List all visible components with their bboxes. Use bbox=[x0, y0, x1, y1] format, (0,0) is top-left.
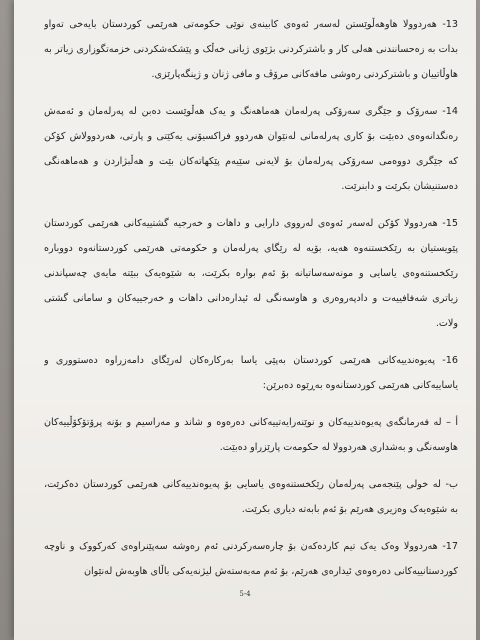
paragraph bbox=[44, 472, 458, 522]
text-line: کوردستانییەکانی دەرەوەی ئیدارەی هەرێم، بۆ ئەم مەبەستەش لیژنەیەکی باڵای هاوبەش لەنێوان bbox=[83, 566, 458, 577]
text-line: هاوسەنگی و بەشداری هەردوولا لە حکومەت پارێزراو دەبێت. bbox=[219, 442, 458, 453]
paragraph bbox=[44, 12, 458, 87]
text-line: زیاتری شەفافییەت و دادپەروەری و هاوسەنگی لە ئیدارەدانی داهات و خەرجییەکان و سامانی گشتی bbox=[44, 293, 458, 304]
text-line: بدات بە زەحسانندنی هەلی کار و باشترکردنی بژێوی ژیانی خەڵک و پێشکەشکردنی خزمەتگوزاری زیاتر بە bbox=[44, 44, 458, 55]
paragraph bbox=[44, 410, 458, 460]
text-line: پێویستیان بە رێکخستنەوە هەیە، بۆیە لە رێگای پەرلەمان و حکومەتی هەرێمی کوردستانەوە دووبارە bbox=[44, 243, 458, 254]
text-line: أ – لە فەرمانگەی پەیوەندییەکان و نوێنەرایەتییەکانی دەرەوە و شاند و مەراسیم و بۆنە پرۆتۆکۆڵییەکان bbox=[44, 417, 458, 428]
text-line: بە شێوەیەک وەزیری هەرێم بۆ ئەم بابەتە دیاری بکرێت. bbox=[241, 504, 458, 515]
text-line: ولات. bbox=[435, 318, 458, 329]
text-line: 14- سەرۆک و جێگری سەرۆکی پەرلەمان هەماهەنگ و یەک هەڵوێست دەبن لە پەرلەمان و ئەمەش bbox=[44, 106, 458, 117]
text-line: 17- هەردوولا وەک یەک تیم کاردەکەن بۆ چارەسەرکردنی ئەم رەوشە سەپێنراوەی کەرکووک و ناوچە bbox=[44, 541, 458, 552]
text-line: 15- هەردوولا کۆکن لەسەر ئەوەی لەرووی دارایی و داهات و خەرجیە گشتییەکانی هەرێمی کوردستان bbox=[44, 218, 458, 229]
text-line: یاساییەکانی هەرێمی کوردستانەوە بەڕێوە دەبرێن: bbox=[262, 380, 458, 391]
text-line: رێکخستنەوەی یاسایی و مونەسەساتیانە بۆ ئەم بوارە بکرێت، بە شێوەیەک ببێتە مایەی چەسپاندنی bbox=[44, 268, 458, 279]
page-number: 5-4 bbox=[239, 590, 251, 598]
paragraph bbox=[44, 211, 458, 336]
text-line: رەنگدانەوەی دەبێت بۆ کاری پەرلەمانی لەنێوان هەردوو فراکسیۆنی یەکێتی و پارتی، هەردوولاش کۆکن bbox=[44, 131, 458, 142]
paragraph bbox=[44, 348, 458, 398]
paper-sheet bbox=[14, 0, 476, 640]
paragraph bbox=[44, 534, 458, 584]
text-line: دەستنیشان بکرێت و دابنرێت. bbox=[341, 181, 458, 192]
text-line: 13- هەردوولا هاوهەڵوێستن لەسەر ئەوەی کابینەی نوێی حکومەتی هەرێمی کوردستان بایەخی تەواو bbox=[44, 19, 458, 30]
document-body bbox=[44, 12, 458, 596]
text-line: کە جێگری دووەمی سەرۆکی پەرلەمان بۆ لایەنی سێیەم پێکهاتەکان بێت و هەڵبژاردن و هەماهەنگی bbox=[44, 156, 458, 167]
text-line: هاوڵاتییان و باشترکردنی رەوشی مافەکانی مرۆڤ و مافی ژنان و ژینگەپارێزی. bbox=[151, 69, 458, 80]
text-line: 16- پەیوەندییەکانی هەرێمی کوردستان بەپێی یاسا بەرکارەکان لەرێگای دامەزراوە دەستووری و bbox=[44, 355, 458, 366]
text-line: ب- لە خولی پێنجەمی پەرلەمان رێکخستنەوەی یاسایی بۆ پەیوەندییەکانی هەرێمی کوردستان دەکرێت، bbox=[44, 479, 458, 490]
paragraph bbox=[44, 99, 458, 199]
